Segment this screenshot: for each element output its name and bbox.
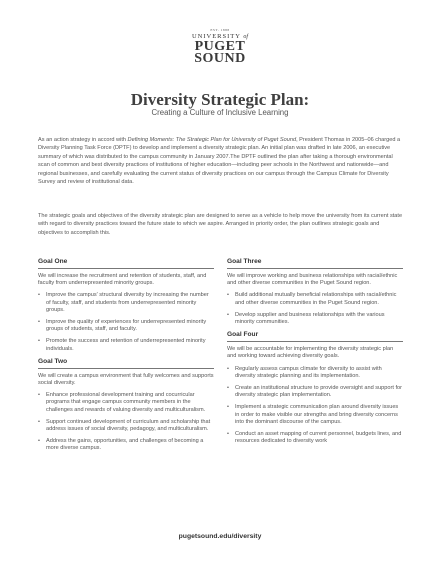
goal-one-list (38, 292, 214, 352)
intro-p1-title-ref: Defining Moments: The Strategic Plan for University of Puget Sound (127, 137, 297, 143)
list-item: • Enhance professional development training and cocurricular programs that engage campus community members in the challenges and rewards of valuing diversity and multiculturalism. (38, 392, 214, 414)
logo-puget: PUGET (194, 39, 246, 54)
university-logo (0, 28, 440, 65)
goal-four-intro: We will be accountable for implementing the diversity strategic plan and working toward achieving diversity goals. (227, 346, 394, 360)
page-subtitle: Creating a Culture of Inclusive Learning (151, 108, 289, 117)
list-item: • Improve the campus' structural diversity by increasing the number of faculty, staff, and students from underrepresented minority groups. (38, 292, 214, 314)
list-item: • Promote the success and retention of underrepresented minority individuals. (38, 338, 214, 352)
goal-two-heading: Goal Two (38, 358, 214, 369)
list-item: • Build additional mutually beneficial relationships with racial/ethnic and other diverse communities in the Puget Sound region. (227, 292, 403, 306)
footer-url-link[interactable]: pugetsound.edu/diversity (178, 533, 262, 540)
logo-established: EST. 1888 (210, 28, 230, 32)
list-item: • Regularly assess campus climate for diversity to assist with diversity strategic planning and its implementation. (227, 366, 403, 380)
goal-one-intro: We will increase the recruitment and retention of students, staff, and faculty from underrepresented minority groups. (38, 273, 207, 287)
goal-one-heading: Goal One (38, 258, 214, 269)
list-item: • Implement a strategic communication plan around diversity issues in order to make visible our strengths and bring diversity concerns into the dominant discourse of the campus. (227, 404, 403, 426)
goal-four-list (227, 366, 403, 446)
intro-p1-body: , President Thomas in 2005–06 charged a Diversity Planning Task Force (DPTF) to develop and implement a diversity strategic plan. An initial plan was drafted in late 2006, an executive summary of which was distributed to the campus community in January 2007.The DPTF outlined the plan after taking a thorough environmental scan of common and best diversity practices of institutions of higher education—including peer schools in the Northwest and nationwide—and regional businesses, and carefully evaluating the current status of diversity practices on our campus through the Campus Climate for Diversity Survey and review of institutional data. (38, 137, 401, 186)
intro-paragraph-2: The strategic goals and objectives of the diversity strategic plan are designed to serve as a vehicle to help move the university from its current state with regard to diversity practices toward the future state to which we aspire. Arranged in priority order, the plan outlines strategic goals and objectives to accomplish this. (38, 213, 403, 236)
goal-two-intro: We will create a campus environment that fully welcomes and supports social diversity. (38, 372, 214, 387)
goal-four-heading: Goal Four (227, 331, 403, 342)
logo-of-text: of (243, 34, 249, 40)
logo-univ-text: UNIVERSITY (191, 33, 241, 40)
goal-three-heading: Goal Three (227, 258, 403, 269)
list-item: • Create an institutional structure to provide oversight and support for diversity strategic plan implementation. (227, 385, 403, 399)
logo-sound: SOUND (194, 51, 246, 66)
page-title: Diversity Strategic Plan: (130, 90, 310, 109)
goal-two-list (38, 392, 214, 452)
list-item: • Improve the quality of experiences for underrepresented minority groups of students, staff, and faculty. (38, 319, 214, 333)
list-item: • Develop supplier and business relationships with the various minority communities. (227, 312, 403, 326)
list-item: • Support continued development of curriculum and scholarship that address issues of social diversity, pedagogy, and multiculturalism. (38, 419, 214, 433)
intro-p1-lead: As an action strategy in accord with (38, 137, 128, 143)
intro-paragraph-1 (38, 136, 404, 186)
goals-left-column (38, 258, 214, 458)
list-item: • Conduct an asset mapping of current personnel, budgets lines, and resources dedicated to diversity work (227, 431, 403, 445)
goal-three-intro: We will improve working and business relationships with racial/ethnic and other diverse communities in the Puget Sound region. (227, 273, 398, 287)
goals-right-column (227, 258, 403, 450)
list-item: • Address the gains, opportunities, and challenges of becoming a more diverse campus. (38, 438, 214, 452)
goal-three-list (227, 292, 403, 326)
